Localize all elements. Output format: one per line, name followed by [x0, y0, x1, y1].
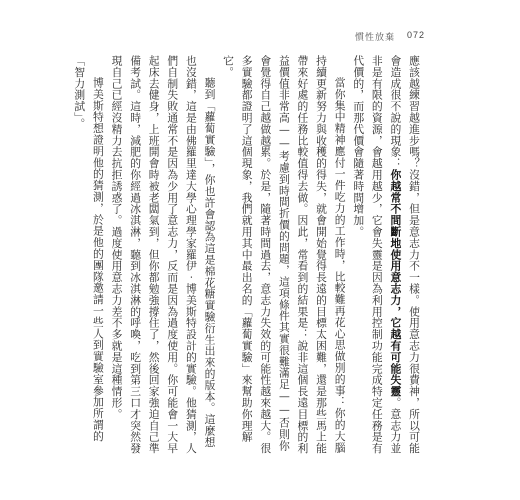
- paragraph-1-segment-3: 。意志力並非是有限的資源，會越用越少，它會失靈是因為利用控制功能完成特定任務是有代價的，而那代價會隨著時間增加。: [352, 55, 403, 454]
- paragraph-2-text: 當你集中精神應付一件吃力的工作時，比較難再花心思做別的事：你的大腦持續更新努力與收穫的得失，就會開始覺得長遠的目標太困難，還是那些馬上能帶來好處的任務比較值得去做。因此，常看到的結果是：說非這個長遠目標的利益價值非常高——考慮到時間折價的問題，這項條件其實很難滿足——否則你會覺得自己越做越累。於是，隨著時間過去，意志力失效的可能性越來越大。很多實驗都證明了這個現象，我們就用其中最出名的「蘿蔔實驗」來幫助你理解它。: [222, 55, 347, 454]
- paragraph-4-text: 博美斯特想證明他的猜測，於是他的團隊邀請一些人到實驗室參加所謂的「智力測試」。: [73, 55, 105, 442]
- page-number: 072: [406, 30, 425, 40]
- body-text: [70, 55, 423, 455]
- paragraph-1-emphasis: 你越常不間斷地使用意志力，它越有可能失靈: [389, 169, 403, 397]
- paragraph-3: [107, 55, 219, 455]
- paragraph-2: [218, 55, 348, 455]
- paragraph-1: [349, 55, 423, 455]
- running-head-title: 慣性放棄: [354, 33, 395, 43]
- paragraph-1-segment-1: 應該越練習越進步嗎？沒錯，但是意志力不一樣。使用意志力很費神，所以可能會造成很不說的現象：: [389, 55, 421, 454]
- paragraph-4: [70, 55, 107, 455]
- running-head: [355, 30, 425, 43]
- paragraph-3-text: 聽到「蘿蔔實驗」，你也許會認為這是棉花糖實驗衍生出來的版本。這麼想也沒錯，這是由佛羅里達大學心理學家羅伊‧博美斯特設計的實驗。他猜測，人們自制失敗通常不是因為少用了意志力，反而是因為過度使用。你可能會一大早起床去健身，上班開會時被老闆氣到，但你都勉強撐住了，然後回家強迫自己準備考試。這時，減肥的你經過冰淇淋，聽到冰淇淋的呼喚，吃到第三口才突然發現自己已經沒精力去抗拒誘惑了。過度使用意志力差不多就是這種情形。: [110, 55, 217, 454]
